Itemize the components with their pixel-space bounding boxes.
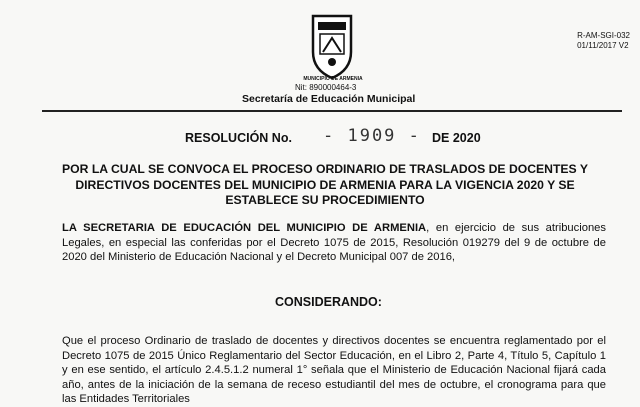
intro-paragraph	[62, 221, 606, 265]
body-paragraph: Que el proceso Ordinario de traslado de docentes y directivos docentes se encuentra reglamentado por el Decreto 1075 de 2015 Único Reglamentario del Sector Educación, en el Libro 2, Parte 4, Título 5, Capítulo 1 y en ese sentido, el artículo 2.4.5.1.2 numeral 1° señala que el Ministerio de Educación Nacional fijará cada año, antes de la iniciación de la semana de receso estudiantil del mes de octubre, el cronograma para que las Entidades Territoriales	[62, 335, 606, 405]
municipal-crest-icon	[307, 12, 357, 82]
crest-label: MUNICIPIO DE ARMENIA	[303, 76, 363, 82]
code-line-1: R-AM-SGI-032	[577, 31, 630, 40]
considerando-heading: CONSIDERANDO:	[275, 295, 382, 309]
resolution-year: DE 2020	[432, 131, 481, 145]
header-divider	[42, 110, 622, 112]
resolution-title: POR LA CUAL SE CONVOCA EL PROCESO ORDINARIO DE TRASLADOS DE DOCENTES Y DIRECTIVOS DOCENTES DEL MUNICIPIO DE ARMENIA PARA LA VIGENCIA 2020 Y SE ESTABLECE SU PROCEDIMIENTO	[62, 162, 588, 207]
document-code	[577, 31, 630, 51]
intro-bold: LA SECRETARIA DE EDUCACIÓN DEL MUNICIPIO DE ARMENIA	[62, 222, 427, 234]
code-line-2: 01/11/2017 V2	[577, 41, 629, 50]
resolution-number: - 1909 -	[323, 126, 421, 146]
nit-number: Nit: 890000464-3	[295, 83, 357, 92]
intro-text: , en ejercicio de sus atribuciones Legales, en especial las conferidas por el Decreto 1075 de 2015, Resolución 019279 del 9 de octubre de 2020 del Ministerio de Educación Nacional y el Decreto Municipal 007 de 2016,	[62, 222, 606, 263]
resolution-label: RESOLUCIÓN No.	[185, 131, 292, 145]
secretaria-heading: Secretaría de Educación Municipal	[242, 93, 416, 105]
